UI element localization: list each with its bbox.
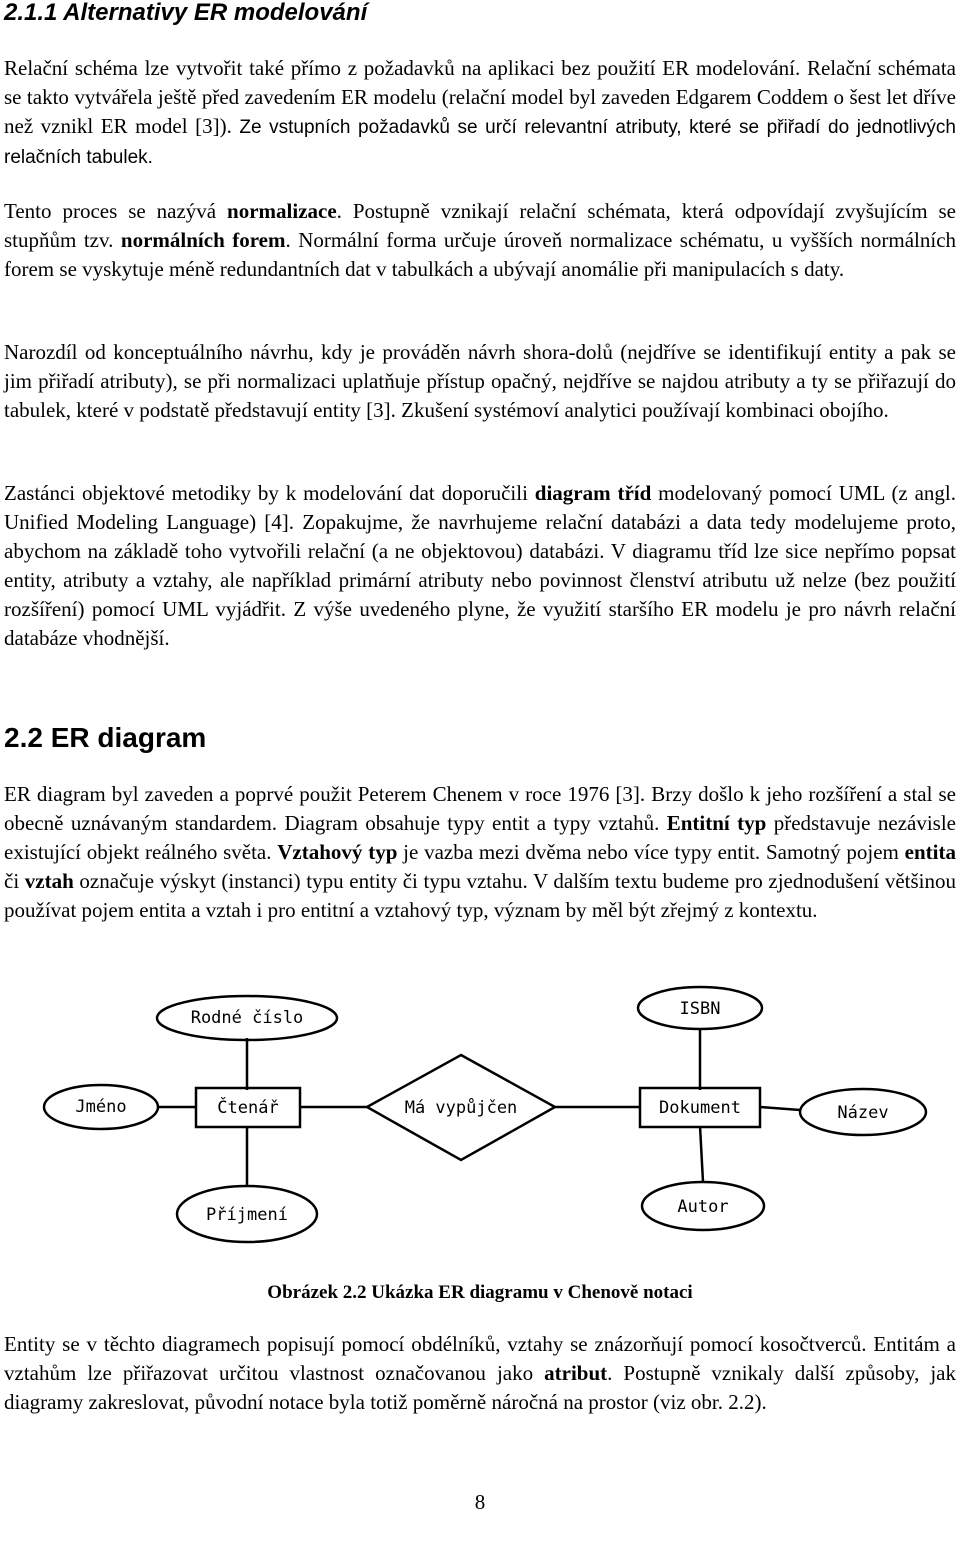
paragraph-5-part-g: či bbox=[4, 869, 25, 893]
paragraph-6-part-c: . Postupně vznikaly další způsoby, jak diagramy zakreslovat, původní notace byla totiž poměrně náročná na prostor (viz obr. 2.2). bbox=[4, 1361, 957, 1414]
paragraph-1-part-a: Relační schéma lze vytvořit také přímo z požadavků na aplikaci bez použití ER modelování. Relační schémata se takto vytvářela ještě před zavedením ER modelu (relační model byl zaveden Edgarem Coddem o šest let dříve než vznikl ER model [3]). bbox=[4, 56, 956, 138]
attribute-nazev: Název bbox=[837, 1103, 889, 1123]
term-vztah: vztah bbox=[24, 869, 74, 893]
paragraph-4-part-a: Zastánci objektové metodiky by k modelování dat doporučili bbox=[4, 481, 535, 505]
paragraph-4-part-c: modelovaný pomocí UML (z angl. Unified Modeling Language) [4]. Zopakujme, že navrhujeme relační databázi a data tedy modelujeme proto, abychom na základě toho vytvořili relační (a ne objektovou) databázi. V diagramu tříd lze sice nepřímo popsat entity, atributy a vztahy, ale například primární atributy nebo povinnost členství atributu už nelze (bez použití rozšíření) pomocí UML vyjádřit. Z výše uvedeného plyne, že využití staršího ER modelu je pro návrh relační databáze vhodnější. bbox=[4, 481, 957, 650]
attribute-autor: Autor bbox=[677, 1197, 729, 1217]
paragraph-5-part-i: označuje výskyt (instanci) typu entity či typu vztahu. V dalším textu budeme pro zjednodušení většinou používat pojem entita a vztah i pro entitní a vztahový typ, význam by měl být zřejmý z kontextu. bbox=[4, 869, 956, 922]
term-entita: entita bbox=[904, 840, 956, 864]
paragraph-2 bbox=[4, 197, 956, 284]
paragraph-5-part-a: ER diagram byl zaveden a poprvé použit Peterem Chenem v roce 1976 [3]. Brzy došlo k jeho rozšíření a stal se obecně uznávaným standardem. Diagram obsahuje typy entit a typy vztahů. bbox=[4, 782, 956, 835]
paragraph-6 bbox=[4, 1330, 956, 1417]
er-diagram bbox=[0, 960, 960, 1270]
term-entitni-typ: Entitní typ bbox=[666, 811, 767, 835]
connector-dokument-autor bbox=[700, 1126, 703, 1182]
paragraph-2-part-a: Tento proces se nazývá bbox=[4, 199, 228, 223]
entity-dokument: Dokument bbox=[659, 1098, 741, 1118]
paragraph-4 bbox=[4, 479, 956, 653]
entity-ctenar: Čtenář bbox=[217, 1098, 279, 1118]
paragraph-3: Narozdíl od konceptuálního návrhu, kdy je prováděn návrh shora-dolů (nejdříve se identifikují entity a pak se jim přiřadí atributy), se při normalizaci uplatňuje přístup opačný, nejdříve se najdou atributy a ty se přiřazují do tabulek, které v podstatě představují entity [3]. Zkušení systémoví analytici používají kombinaci obojího. bbox=[4, 340, 956, 422]
paragraph-2-part-c: . Postupně vznikají relační schémata, která odpovídají zvyšujícím se stupňům tzv. bbox=[4, 199, 956, 252]
term-atribut: atribut bbox=[544, 1361, 608, 1385]
attribute-isbn: ISBN bbox=[679, 999, 721, 1019]
term-diagram-trid: diagram tříd bbox=[534, 481, 652, 505]
relationship-ma-vypujcen: Má vypůjčen bbox=[404, 1098, 518, 1118]
attribute-rodne-cislo: Rodné číslo bbox=[190, 1008, 304, 1028]
section-heading: 2.2 ER diagram bbox=[4, 722, 207, 753]
paragraph-1 bbox=[4, 54, 956, 172]
figure-caption: Obrázek 2.2 Ukázka ER diagramu v Chenově notaci bbox=[267, 1282, 693, 1303]
term-normalizace: normalizace bbox=[227, 199, 337, 223]
er-diagram-svg bbox=[0, 960, 960, 1270]
term-normalnich-forem: normálních forem bbox=[120, 228, 286, 252]
paragraph-5 bbox=[4, 780, 956, 925]
paragraph-1-part-b: Ze vstupních požadavků se určí relevantní atributy, které se přiřadí do jednotlivých relačních tabulek. bbox=[4, 117, 957, 168]
paragraph-6-part-a: Entity se v těchto diagramech popisují pomocí obdélníků, vztahy se znázorňují pomocí kosočtverců. Entitám a vztahům lze přiřazovat určitou vlastnost označovanou jako bbox=[4, 1332, 956, 1385]
attribute-jmeno: Jméno bbox=[75, 1097, 127, 1117]
connector-dokument-nazev bbox=[760, 1107, 800, 1110]
paragraph-5-part-e: je vazba mezi dvěma nebo více typy entit. Samotný pojem bbox=[397, 840, 905, 864]
paragraph-5-part-c: představuje nezávisle existující objekt reálného světa. bbox=[4, 811, 957, 864]
paragraph-2-part-e: . Normální forma určuje úroveň normalizace schématu, u vyšších normálních forem se vyskytuje méně redundantních dat v tabulkách a ubývají anomálie při manipulacích s daty. bbox=[4, 228, 957, 281]
term-vztahovy-typ: Vztahový typ bbox=[277, 840, 398, 864]
page-number: 8 bbox=[474, 1490, 486, 1514]
attribute-prijmeni: Příjmení bbox=[206, 1205, 288, 1225]
subsection-heading: 2.1.1 Alternativy ER modelování bbox=[4, 0, 368, 26]
